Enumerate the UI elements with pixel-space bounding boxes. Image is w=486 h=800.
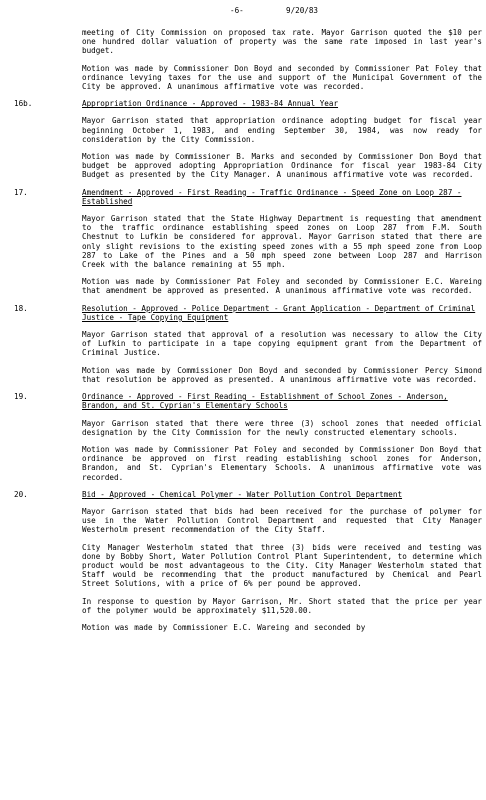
agenda-item xyxy=(14,392,482,410)
agenda-item-title: Ordinance - Approved - First Reading - Establishment of School Zones - Anderson, Brandon, and St. Cyprian's Elementary Schools xyxy=(82,392,448,411)
paragraph: Motion was made by Commissioner B. Marks and seconded by Commissioner Don Boyd that budget be approved adopting Appropriation Ordinance for fiscal year 1983-84 City Budget as presented by the City Manager. A unanimous affirmative vote was recorded. xyxy=(82,152,482,180)
agenda-item-title: Resolution - Approved - Police Department - Grant Application - Department of Criminal Justice - Tape Copying Equipment xyxy=(82,303,476,322)
paragraph: Mayor Garrison stated that bids had been received for the purchase of polymer for use in the Water Pollution Control Department and requested that City Manager Westerholm present recommendation of the City Staff. xyxy=(82,506,482,535)
agenda-item xyxy=(14,490,482,499)
agenda-item-number: 20. xyxy=(14,489,28,499)
agenda-item-number: 18. xyxy=(14,303,28,313)
agenda-item xyxy=(14,188,482,206)
agenda-item-title: Amendment - Approved - First Reading - Traffic Ordinance - Speed Zone on Loop 287 - Established xyxy=(82,187,462,206)
minutes-body xyxy=(14,28,482,640)
agenda-item-number: 16b. xyxy=(14,99,33,109)
paragraph: Mayor Garrison stated that there were three (3) school zones that needed official designation by the City Commission for the newly constructed elementary schools. xyxy=(82,418,482,437)
paragraph: Motion was made by Commissioner Don Boyd and seconded by Commissioner Percy Simond that resolution be approved as presented. A unanimous affirmative vote was recorded. xyxy=(82,365,482,384)
paragraph: Mayor Garrison stated that appropriation ordinance adopting budget for fiscal year beginning October 1, 1983, and ending September 30, 1984, was now ready for consideration by the City Commission. xyxy=(82,116,482,144)
paragraph: Mayor Garrison stated that the State Highway Department is requesting that amendment to the traffic ordinance establishing speed zones on Loop 287 from F.M. South Chestnut to Lufkin be considered for approval. Mayor Garrison stated that there are only slight revisions to the existing speed zones with a 55 mph speed zone from Loop 287 to Lake of the Pines and a 50 mph speed zone between Loop 287 and Harrison Creek with the balance remaining at 55 mph. xyxy=(82,214,482,270)
page-number: -6- xyxy=(230,6,244,15)
paragraph: In response to question by Mayor Garrison, Mr. Short stated that the price per year of the polymer would be approximately $11,520.00. xyxy=(82,596,482,615)
agenda-item xyxy=(14,304,482,322)
paragraph: Motion was made by Commissioner Don Boyd and seconded by Commissioner Pat Foley that ordinance levying taxes for the use and support of the Municipal Government of the City be approved. A unanimous affirmative vote was recorded. xyxy=(82,63,482,92)
paragraph: Motion was made by Commissioner Pat Foley and seconded by Commissioner Don Boyd that ordinance be approved on first reading establishing school zones for Anderson, Brandon, and St. Cyprian's Elementary Schools. A unanimous affirmative vote was recorded. xyxy=(82,444,482,482)
paragraph: Motion was made by Commissioner Pat Foley and seconded by Commissioner E.C. Wareing that amendment be approved as presented. A unanimous affirmative vote was recorded. xyxy=(82,277,482,296)
page-date: 9/20/83 xyxy=(286,6,319,15)
paragraph: meeting of City Commission on proposed tax rate. Mayor Garrison quoted the $10 per one hundred dollar valuation of property was the same rate imposed in last year's budget. xyxy=(82,28,482,56)
agenda-item-number: 19. xyxy=(14,392,28,402)
agenda-item-number: 17. xyxy=(14,187,28,197)
paragraph: City Manager Westerholm stated that three (3) bids were received and testing was done by Bobby Short, Water Pollution Control Plant Superintendent, to determine which product would be most advantageous to the City. City Manager Westerholm stated that Staff would be recommending that the product manufactured by Chemical and Pearl Street Solutions, with a price of 6% per pound be approved. xyxy=(82,542,482,589)
agenda-item-title: Bid - Approved - Chemical Polymer - Water Pollution Control Department xyxy=(82,489,403,499)
agenda-item xyxy=(14,99,482,108)
paragraph: Mayor Garrison stated that approval of a resolution was necessary to allow the City of Lufkin to participate in a tape copying equipment grant from the Department of Criminal Justice. xyxy=(82,330,482,358)
page-header xyxy=(0,6,486,18)
paragraph: Motion was made by Commissioner E.C. Wareing and seconded by xyxy=(82,622,366,632)
agenda-item-title: Appropriation Ordinance - Approved - 1983-84 Annual Year xyxy=(82,99,339,109)
